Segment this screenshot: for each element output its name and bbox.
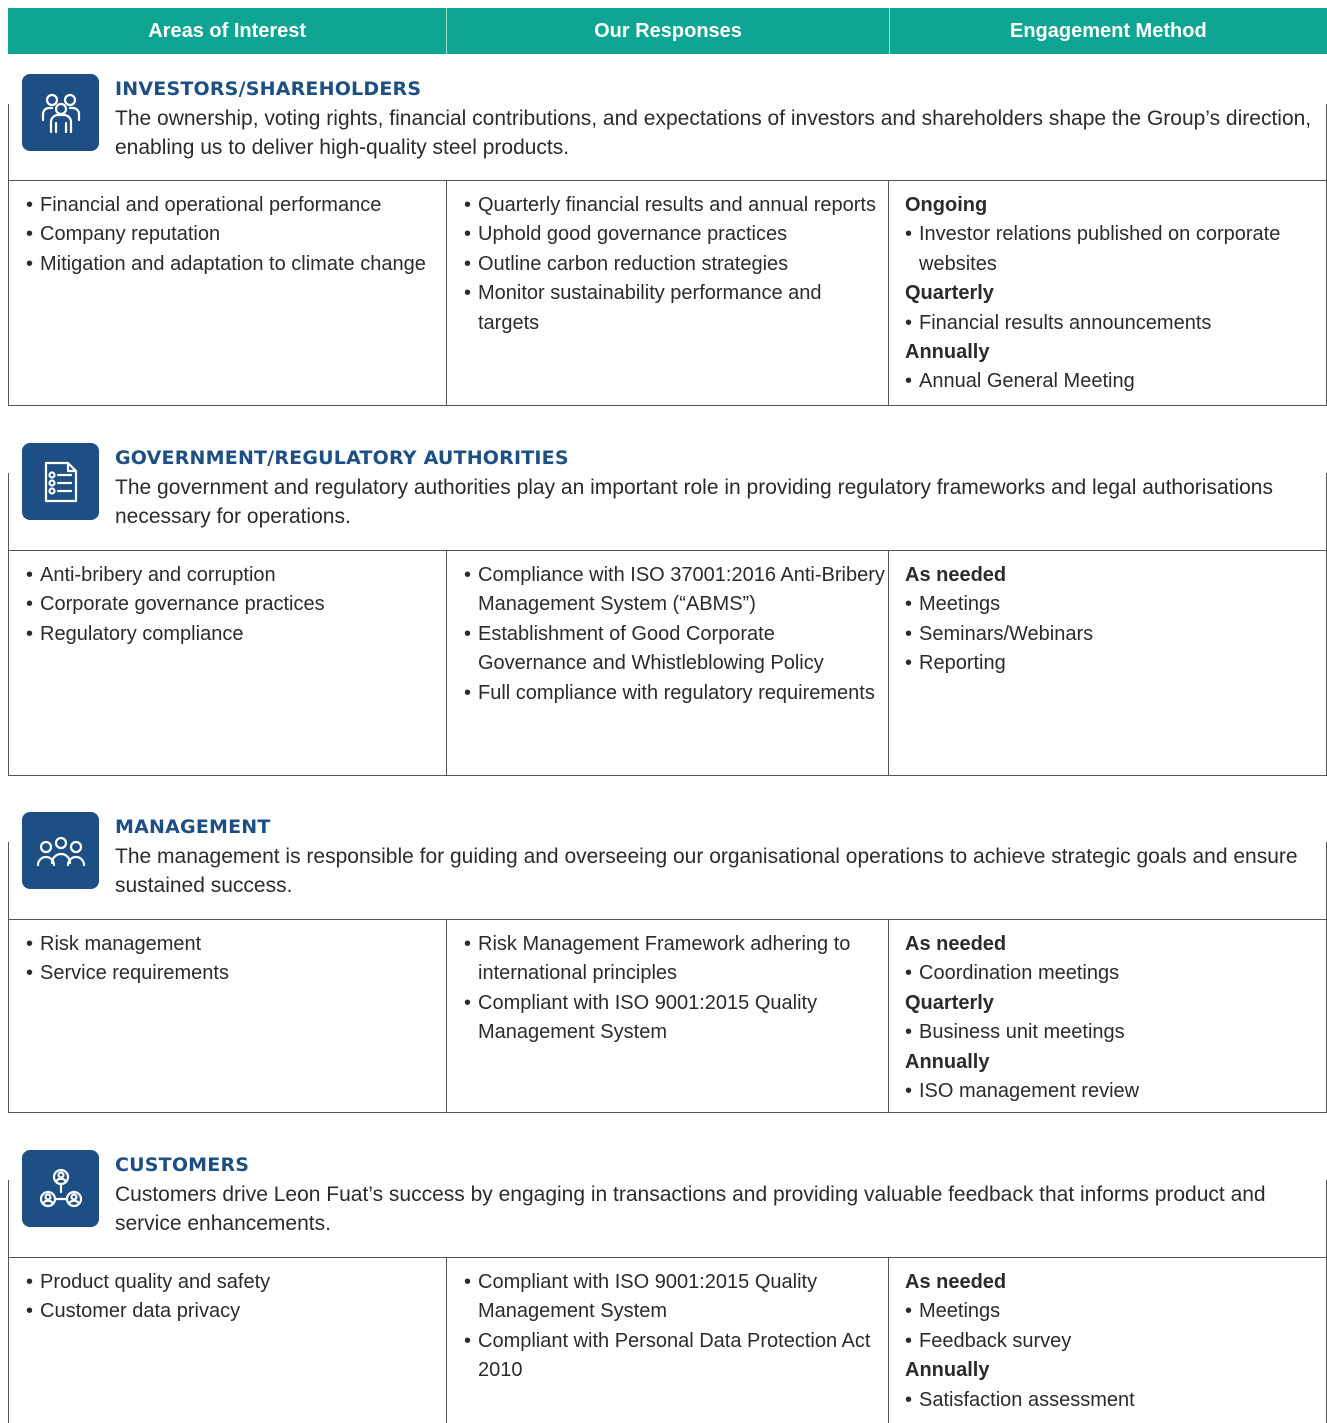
frequency-label: Ongoing [905,194,988,216]
frequency-label: Annually [905,1050,990,1073]
header-areas-of-interest: Areas of Interest [8,8,447,54]
list-item: • Product quality and safety [26,1268,446,1297]
section-description: The ownership, voting rights, financial contributions, and expectations of investors and shareholders shape the Group’s direction, enabling us to deliver high-quality steel products. [115,107,1312,159]
frequency-label: Annually [905,1359,990,1382]
table-row [8,550,1327,776]
list-item: • Satisfaction assessment [905,1386,1327,1415]
list-item: • Compliant with ISO 9001:2015 Quality Management System [464,1268,888,1327]
list-item: • Investor relations published on corporate websites [905,220,1327,279]
frequency-label: Annually [905,341,990,364]
list-item: • Risk Management Framework adhering to international principles [464,930,888,989]
list-item: • Compliant with ISO 9001:2015 Quality Management System [464,989,888,1048]
list-item: • Risk management [26,930,446,959]
section-title: CUSTOMERS [115,1154,250,1176]
section-title: INVESTORS/SHAREHOLDERS [115,78,422,100]
checklist-document-icon [22,443,99,520]
list-item: • Quarterly financial results and annual reports [464,191,888,220]
list-item: • Seminars/Webinars [905,620,1327,649]
frequency-label: As needed [905,933,1007,955]
list-item: • Service requirements [26,959,446,988]
areas-of-interest-cell [8,551,447,776]
header-our-responses: Our Responses [447,8,889,54]
section-management [8,812,1327,1113]
list-item: • Monitor sustainability performance and targets [464,279,888,338]
engagement-method-cell [889,1258,1327,1423]
areas-of-interest-cell [8,181,447,406]
list-item: • Annual General Meeting [905,367,1327,396]
header-engagement-method: Engagement Method [1009,19,1207,42]
list-item: • Regulatory compliance [26,620,446,649]
section-government [8,443,1327,776]
list-item: • Full compliance with regulatory requirements [464,679,888,708]
section-title: GOVERNMENT/REGULATORY AUTHORITIES [115,447,569,469]
list-item: • Corporate governance practices [26,590,446,619]
our-responses-cell [447,920,889,1113]
customers-network-icon [22,1150,99,1227]
table-row [8,180,1327,406]
our-responses-cell [447,1258,889,1423]
engagement-method-cell [889,551,1327,776]
list-item: • ISO management review [905,1077,1327,1106]
list-item: • Meetings [905,1297,1327,1326]
list-item: • Customer data privacy [26,1297,446,1326]
list-item: • Coordination meetings [905,959,1327,988]
list-item: • Establishment of Good Corporate Governance and Whistleblowing Policy [464,620,888,679]
list-item: • Financial and operational performance [26,191,446,220]
section-description: Customers drive Leon Fuat’s success by engaging in transactions and providing valuable feedback that informs product and service enhancements. [115,1183,1266,1235]
section-customers [8,1150,1327,1423]
list-item: • Feedback survey [905,1327,1327,1356]
list-item: • Outline carbon reduction strategies [464,250,888,279]
engagement-method-cell [889,920,1327,1113]
list-item: • Compliant with Personal Data Protection Act 2010 [464,1327,888,1386]
areas-of-interest-cell [8,1258,447,1423]
our-responses-cell [447,181,889,406]
team-icon [22,812,99,889]
list-item: • Financial results announcements [905,309,1327,338]
frequency-label: As needed [905,564,1007,586]
frequency-label: As needed [905,1271,1007,1293]
table-row [8,1257,1327,1423]
section-description: The management is responsible for guiding and overseeing our organisational operations to achieve strategic goals and ensure sustained success. [115,845,1298,897]
list-item: • Compliance with ISO 37001:2016 Anti-Bribery Management System (“ABMS”) [464,561,888,620]
areas-of-interest-cell [8,920,447,1113]
frequency-label: Quarterly [905,282,994,305]
section-title: MANAGEMENT [115,816,271,838]
list-item: • Company reputation [26,220,446,249]
list-item: • Mitigation and adaptation to climate change [26,250,446,279]
list-item: • Reporting [905,649,1327,678]
our-responses-cell [447,551,889,776]
table-header [8,8,1327,54]
frequency-label: Quarterly [905,991,994,1014]
list-item: • Anti-bribery and corruption [26,561,446,590]
section-investors [8,74,1327,406]
list-item: • Uphold good governance practices [464,220,888,249]
engagement-method-cell [889,181,1327,406]
list-item: • Business unit meetings [905,1018,1327,1047]
table-row [8,919,1327,1113]
list-item: • Meetings [905,590,1327,619]
section-description: The government and regulatory authorities play an important role in providing regulatory frameworks and legal authorisations necessary for operations. [115,476,1273,528]
investors-icon [22,74,99,151]
